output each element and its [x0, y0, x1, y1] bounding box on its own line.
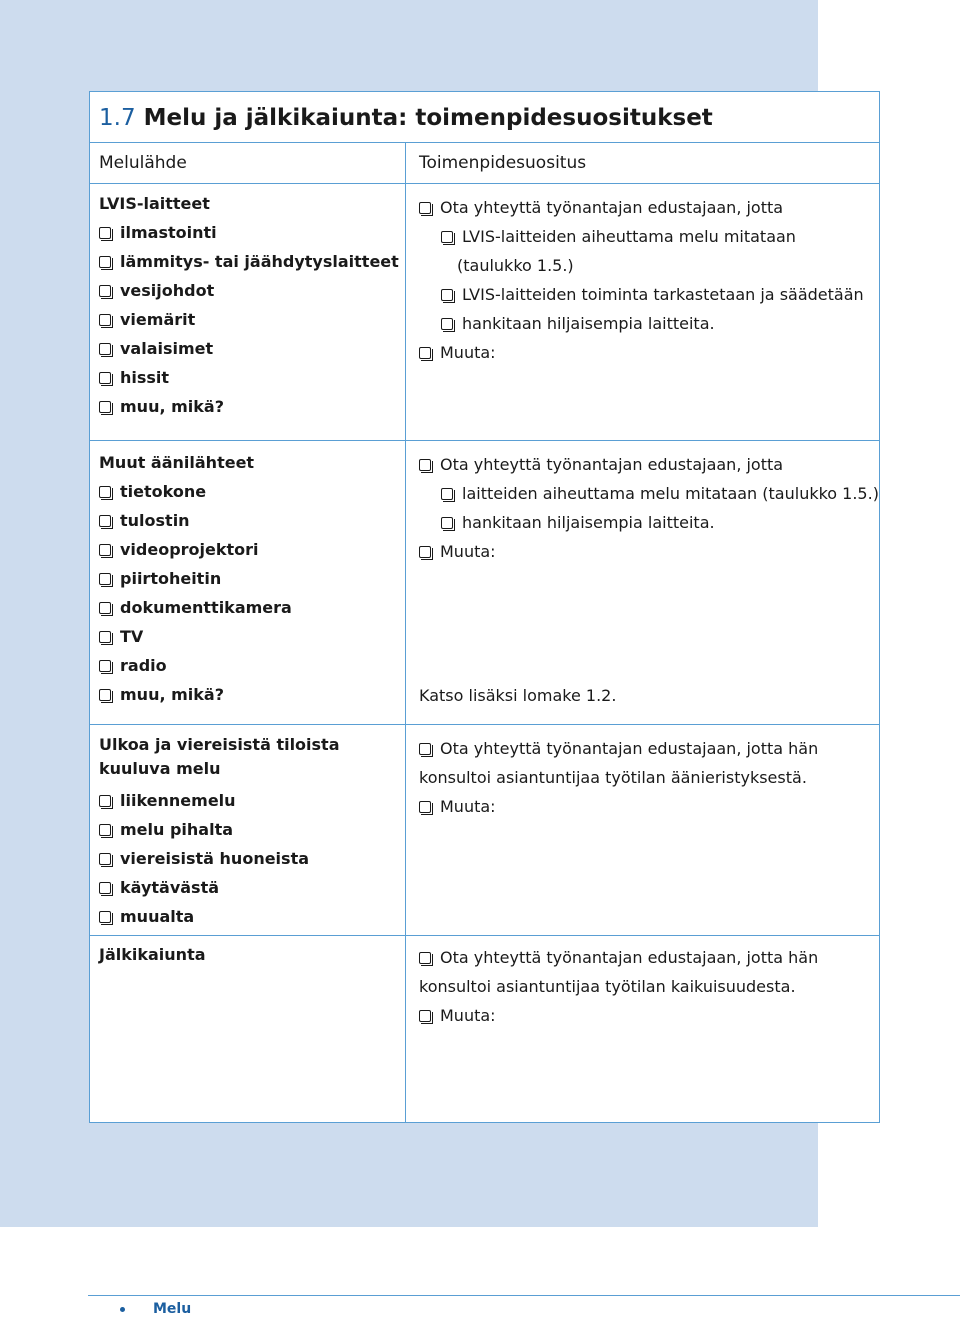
checkbox-icon[interactable]	[99, 314, 111, 326]
checkbox-item[interactable]: vesijohdot	[99, 276, 399, 305]
checkbox-item[interactable]: ilmastointi	[99, 218, 399, 247]
checkbox-item[interactable]: valaisimet	[99, 334, 399, 363]
checkbox-item[interactable]: Muuta:	[419, 338, 864, 367]
checkbox-icon[interactable]	[99, 660, 111, 672]
checkbox-item[interactable]: radio	[99, 651, 292, 680]
checkbox-icon[interactable]	[99, 853, 111, 865]
footer-label: Melu	[153, 1301, 192, 1317]
table-title-row	[90, 92, 879, 143]
checkbox-item[interactable]: piirtoheitin	[99, 564, 292, 593]
checkbox-item[interactable]: Muuta:	[419, 1001, 818, 1030]
checkbox-item[interactable]: hankitaan hiljaisempia laitteita.	[419, 309, 864, 338]
checkbox-icon[interactable]	[441, 488, 453, 500]
checkbox-item[interactable]: muu, mikä?	[99, 680, 292, 709]
checkbox-icon[interactable]	[99, 824, 111, 836]
checkbox-icon[interactable]	[99, 573, 111, 585]
checkbox-icon[interactable]	[441, 318, 453, 330]
page-title	[99, 105, 713, 131]
checkbox-icon[interactable]	[441, 289, 453, 301]
checkbox-item[interactable]: Ota yhteyttä työnantajan edustajaan, jotta hän	[419, 734, 818, 763]
checkbox-item[interactable]: lämmitys- tai jäähdytyslaitteet	[99, 247, 399, 276]
recommendation-table	[89, 91, 880, 1123]
column-divider	[405, 142, 406, 1122]
checkbox-item[interactable]: tulostin	[99, 506, 292, 535]
checkbox-icon[interactable]	[99, 486, 111, 498]
checkbox-icon[interactable]	[419, 1010, 431, 1022]
checkbox-item[interactable]: tietokone	[99, 477, 292, 506]
checkbox-item[interactable]: viereisistä huoneista	[99, 844, 394, 873]
row-1-recommendations	[419, 193, 864, 367]
row-divider-3	[90, 935, 879, 936]
checkbox-icon[interactable]	[419, 202, 431, 214]
checkbox-item[interactable]: Ota yhteyttä työnantajan edustajaan, jotta	[419, 450, 879, 479]
checkbox-icon[interactable]	[419, 459, 431, 471]
checkbox-icon[interactable]	[99, 256, 111, 268]
row-2-sources	[99, 448, 292, 709]
checkbox-item[interactable]: muu, mikä?	[99, 392, 399, 421]
checkbox-item[interactable]: Muuta:	[419, 792, 818, 821]
checkbox-item[interactable]: dokumenttikamera	[99, 593, 292, 622]
row-1-title: LVIS-laitteet	[99, 194, 210, 213]
checkbox-icon[interactable]	[419, 347, 431, 359]
checkbox-item[interactable]: TV	[99, 622, 292, 651]
checkbox-item[interactable]: Muuta:	[419, 537, 879, 566]
header-divider	[90, 183, 879, 184]
checkbox-item[interactable]: videoprojektori	[99, 535, 292, 564]
checkbox-item[interactable]: liikennemelu	[99, 786, 394, 815]
checkbox-item[interactable]: hankitaan hiljaisempia laitteita.	[419, 508, 879, 537]
row-divider-2	[90, 724, 879, 725]
column-header-recommendation: Toimenpidesuositus	[419, 153, 587, 173]
checkbox-item[interactable]: käytävästä	[99, 873, 394, 902]
checkbox-item[interactable]: melu pihalta	[99, 815, 394, 844]
checkbox-icon[interactable]	[419, 801, 431, 813]
see-also-note: Katso lisäksi lomake 1.2.	[419, 686, 617, 705]
row-4-sources	[99, 940, 206, 969]
bullet-icon	[120, 1307, 125, 1312]
checkbox-item[interactable]: LVIS-laitteiden aiheuttama melu mitataan	[419, 222, 864, 251]
checkbox-icon[interactable]	[99, 911, 111, 923]
checkbox-icon[interactable]	[99, 544, 111, 556]
checkbox-icon[interactable]	[419, 546, 431, 558]
checkbox-icon[interactable]	[419, 743, 431, 755]
checkbox-icon[interactable]	[99, 227, 111, 239]
row-2-title: Muut äänilähteet	[99, 453, 255, 472]
row-4-title: Jälkikaiunta	[99, 945, 206, 964]
continuation-text: konsultoi asiantuntijaa työtilan äänieristyksestä.	[419, 768, 807, 787]
checkbox-icon[interactable]	[441, 231, 453, 243]
row-3-sources	[99, 733, 394, 931]
row-4-recommendations	[419, 943, 818, 1030]
checkbox-item[interactable]: laitteiden aiheuttama melu mitataan (taulukko 1.5.)	[419, 479, 879, 508]
footer-divider	[88, 1295, 960, 1296]
checkbox-item[interactable]: hissit	[99, 363, 399, 392]
checkbox-item[interactable]: LVIS-laitteiden toiminta tarkastetaan ja säädetään	[419, 280, 864, 309]
checkbox-icon[interactable]	[441, 517, 453, 529]
checkbox-icon[interactable]	[99, 343, 111, 355]
column-header-source: Melulähde	[99, 153, 187, 173]
checkbox-icon[interactable]	[99, 372, 111, 384]
checkbox-icon[interactable]	[99, 401, 111, 413]
checkbox-item[interactable]: Ota yhteyttä työnantajan edustajaan, jotta hän	[419, 943, 818, 972]
row-2-recommendations	[419, 450, 879, 566]
checkbox-item[interactable]: muualta	[99, 902, 394, 931]
row-3-title: Ulkoa ja viereisistä tiloista kuuluva melu	[99, 735, 340, 778]
continuation-text: (taulukko 1.5.)	[457, 256, 574, 275]
section-number: 1.7	[99, 105, 136, 131]
checkbox-icon[interactable]	[419, 952, 431, 964]
checkbox-icon[interactable]	[99, 285, 111, 297]
checkbox-item[interactable]: Ota yhteyttä työnantajan edustajaan, jotta	[419, 193, 864, 222]
continuation-text: konsultoi asiantuntijaa työtilan kaikuisuudesta.	[419, 977, 796, 996]
checkbox-icon[interactable]	[99, 515, 111, 527]
row-1-sources	[99, 189, 399, 421]
row-3-recommendations	[419, 734, 818, 821]
row-divider-1	[90, 440, 879, 441]
title-text: Melu ja jälkikaiunta: toimenpidesuositukset	[143, 105, 713, 131]
checkbox-icon[interactable]	[99, 689, 111, 701]
checkbox-item[interactable]: viemärit	[99, 305, 399, 334]
page-footer	[120, 1301, 191, 1317]
checkbox-icon[interactable]	[99, 882, 111, 894]
checkbox-icon[interactable]	[99, 795, 111, 807]
checkbox-icon[interactable]	[99, 602, 111, 614]
checkbox-icon[interactable]	[99, 631, 111, 643]
row-2-note	[419, 681, 616, 710]
